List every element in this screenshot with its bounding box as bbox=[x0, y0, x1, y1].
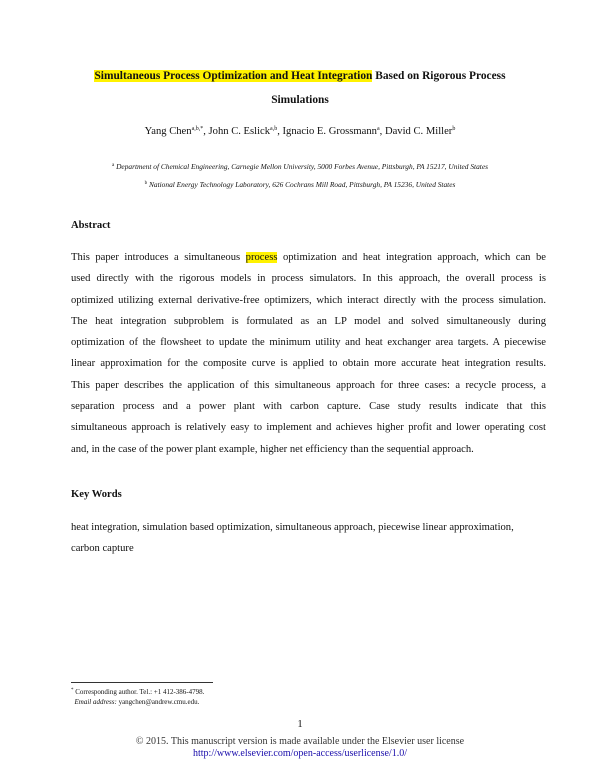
abstract-body bbox=[71, 247, 546, 460]
abstract-line: separation process and a power plant with carbon capture. Case study results indicate that this bbox=[71, 401, 546, 413]
affiliation-text: National Energy Technology Laboratory, 626 Cochrans Mill Road, Pittsburgh, PA 15236, United States bbox=[148, 180, 456, 189]
affiliation-sup: b bbox=[144, 181, 148, 186]
keywords-line: heat integration, simulation based optimization, simultaneous approach, piecewise linear approximation, bbox=[71, 522, 514, 533]
abstract-line: optimized utilizing external derivative-free optimizers, which interact directly with the process simulation. bbox=[71, 294, 546, 306]
author-sup: a bbox=[376, 126, 380, 132]
author-sup: a,b bbox=[270, 126, 278, 132]
author-name: David C. Miller bbox=[384, 126, 453, 137]
license-text: © 2015. This manuscript version is made available under the Elsevier user license bbox=[135, 736, 465, 747]
abstract-line: used directly with the rigorous models in process simulators. In this approach, the overall process is bbox=[71, 273, 546, 285]
keywords-heading: Key Words bbox=[71, 489, 122, 500]
author-name: Ignacio E. Grossmann bbox=[282, 126, 377, 137]
abstract-text: optimization and heat integration approach, which can be bbox=[277, 252, 546, 263]
corresponding-text: Corresponding author. Tel.: +1 412-386-4798. bbox=[75, 688, 205, 696]
email-address: yangchen@andrew.cmu.edu. bbox=[118, 698, 200, 706]
email-label: Email address: bbox=[74, 698, 117, 706]
footnote-divider bbox=[71, 682, 213, 683]
title-highlight: Simultaneous Process Optimization and Heat Integration bbox=[94, 70, 373, 82]
abstract-line: optimization of the flowsheet to update the minimum utility and heat exchanger area targets. A piecewise bbox=[71, 337, 546, 349]
license-notice bbox=[0, 736, 600, 760]
abstract-line: This paper describes the application of this simultaneous approach for three cases: a recycle process, a bbox=[71, 379, 546, 391]
affiliation-text: Department of Chemical Engineering, Carnegie Mellon University, 5000 Forbes Avenue, Pittsburgh, PA 15217, United States bbox=[116, 162, 488, 171]
footnote bbox=[71, 686, 204, 707]
affiliation-a bbox=[0, 162, 600, 171]
abstract-text: This paper introduces a simultaneous bbox=[71, 252, 246, 263]
abstract-line bbox=[71, 247, 546, 268]
abstract-heading: Abstract bbox=[71, 220, 111, 231]
footnote-marker: * bbox=[71, 688, 74, 693]
affiliation-b bbox=[0, 180, 600, 189]
license-link[interactable]: http://www.elsevier.com/open-access/userlicense/1.0/ bbox=[192, 748, 407, 759]
page-number: 1 bbox=[297, 719, 303, 730]
keywords-line: carbon capture bbox=[71, 543, 134, 555]
abstract-line: The heat integration subproblem is formulated as an LP model and solved simultaneously during bbox=[71, 315, 546, 327]
title-line-2: Simulations bbox=[271, 94, 329, 106]
author-sup: a,b,* bbox=[191, 126, 204, 132]
abstract-highlight: process bbox=[245, 252, 278, 263]
abstract-line: linear approximation for the composite curve is applied to obtain more accurate heat integration results. bbox=[71, 358, 546, 370]
author-name: John C. Eslick bbox=[208, 126, 271, 137]
author-name: Yang Chen bbox=[144, 126, 192, 137]
title-line-1 bbox=[60, 64, 540, 88]
keywords-body bbox=[71, 517, 546, 560]
email-line bbox=[71, 697, 204, 707]
author-list: Yang Chen$^{a,b,*}$, John C. Eslick$^{a,b}$, Ignacio E. Grossmann$^a$, David C. Miller$^b$ bbox=[144, 126, 456, 137]
abstract-line: simultaneous approach is relatively easy to implement and achieves higher profit and lower operating cost bbox=[71, 422, 546, 434]
author-sup: b bbox=[452, 126, 456, 132]
title-rest: Based on Rigorous Process bbox=[372, 70, 506, 82]
affiliation-sup: a bbox=[112, 163, 115, 168]
corresponding-author bbox=[71, 686, 204, 697]
abstract-line: and, in the case of the power plant example, higher net efficiency than the sequential approach. bbox=[71, 443, 474, 455]
paper-title bbox=[60, 64, 540, 112]
